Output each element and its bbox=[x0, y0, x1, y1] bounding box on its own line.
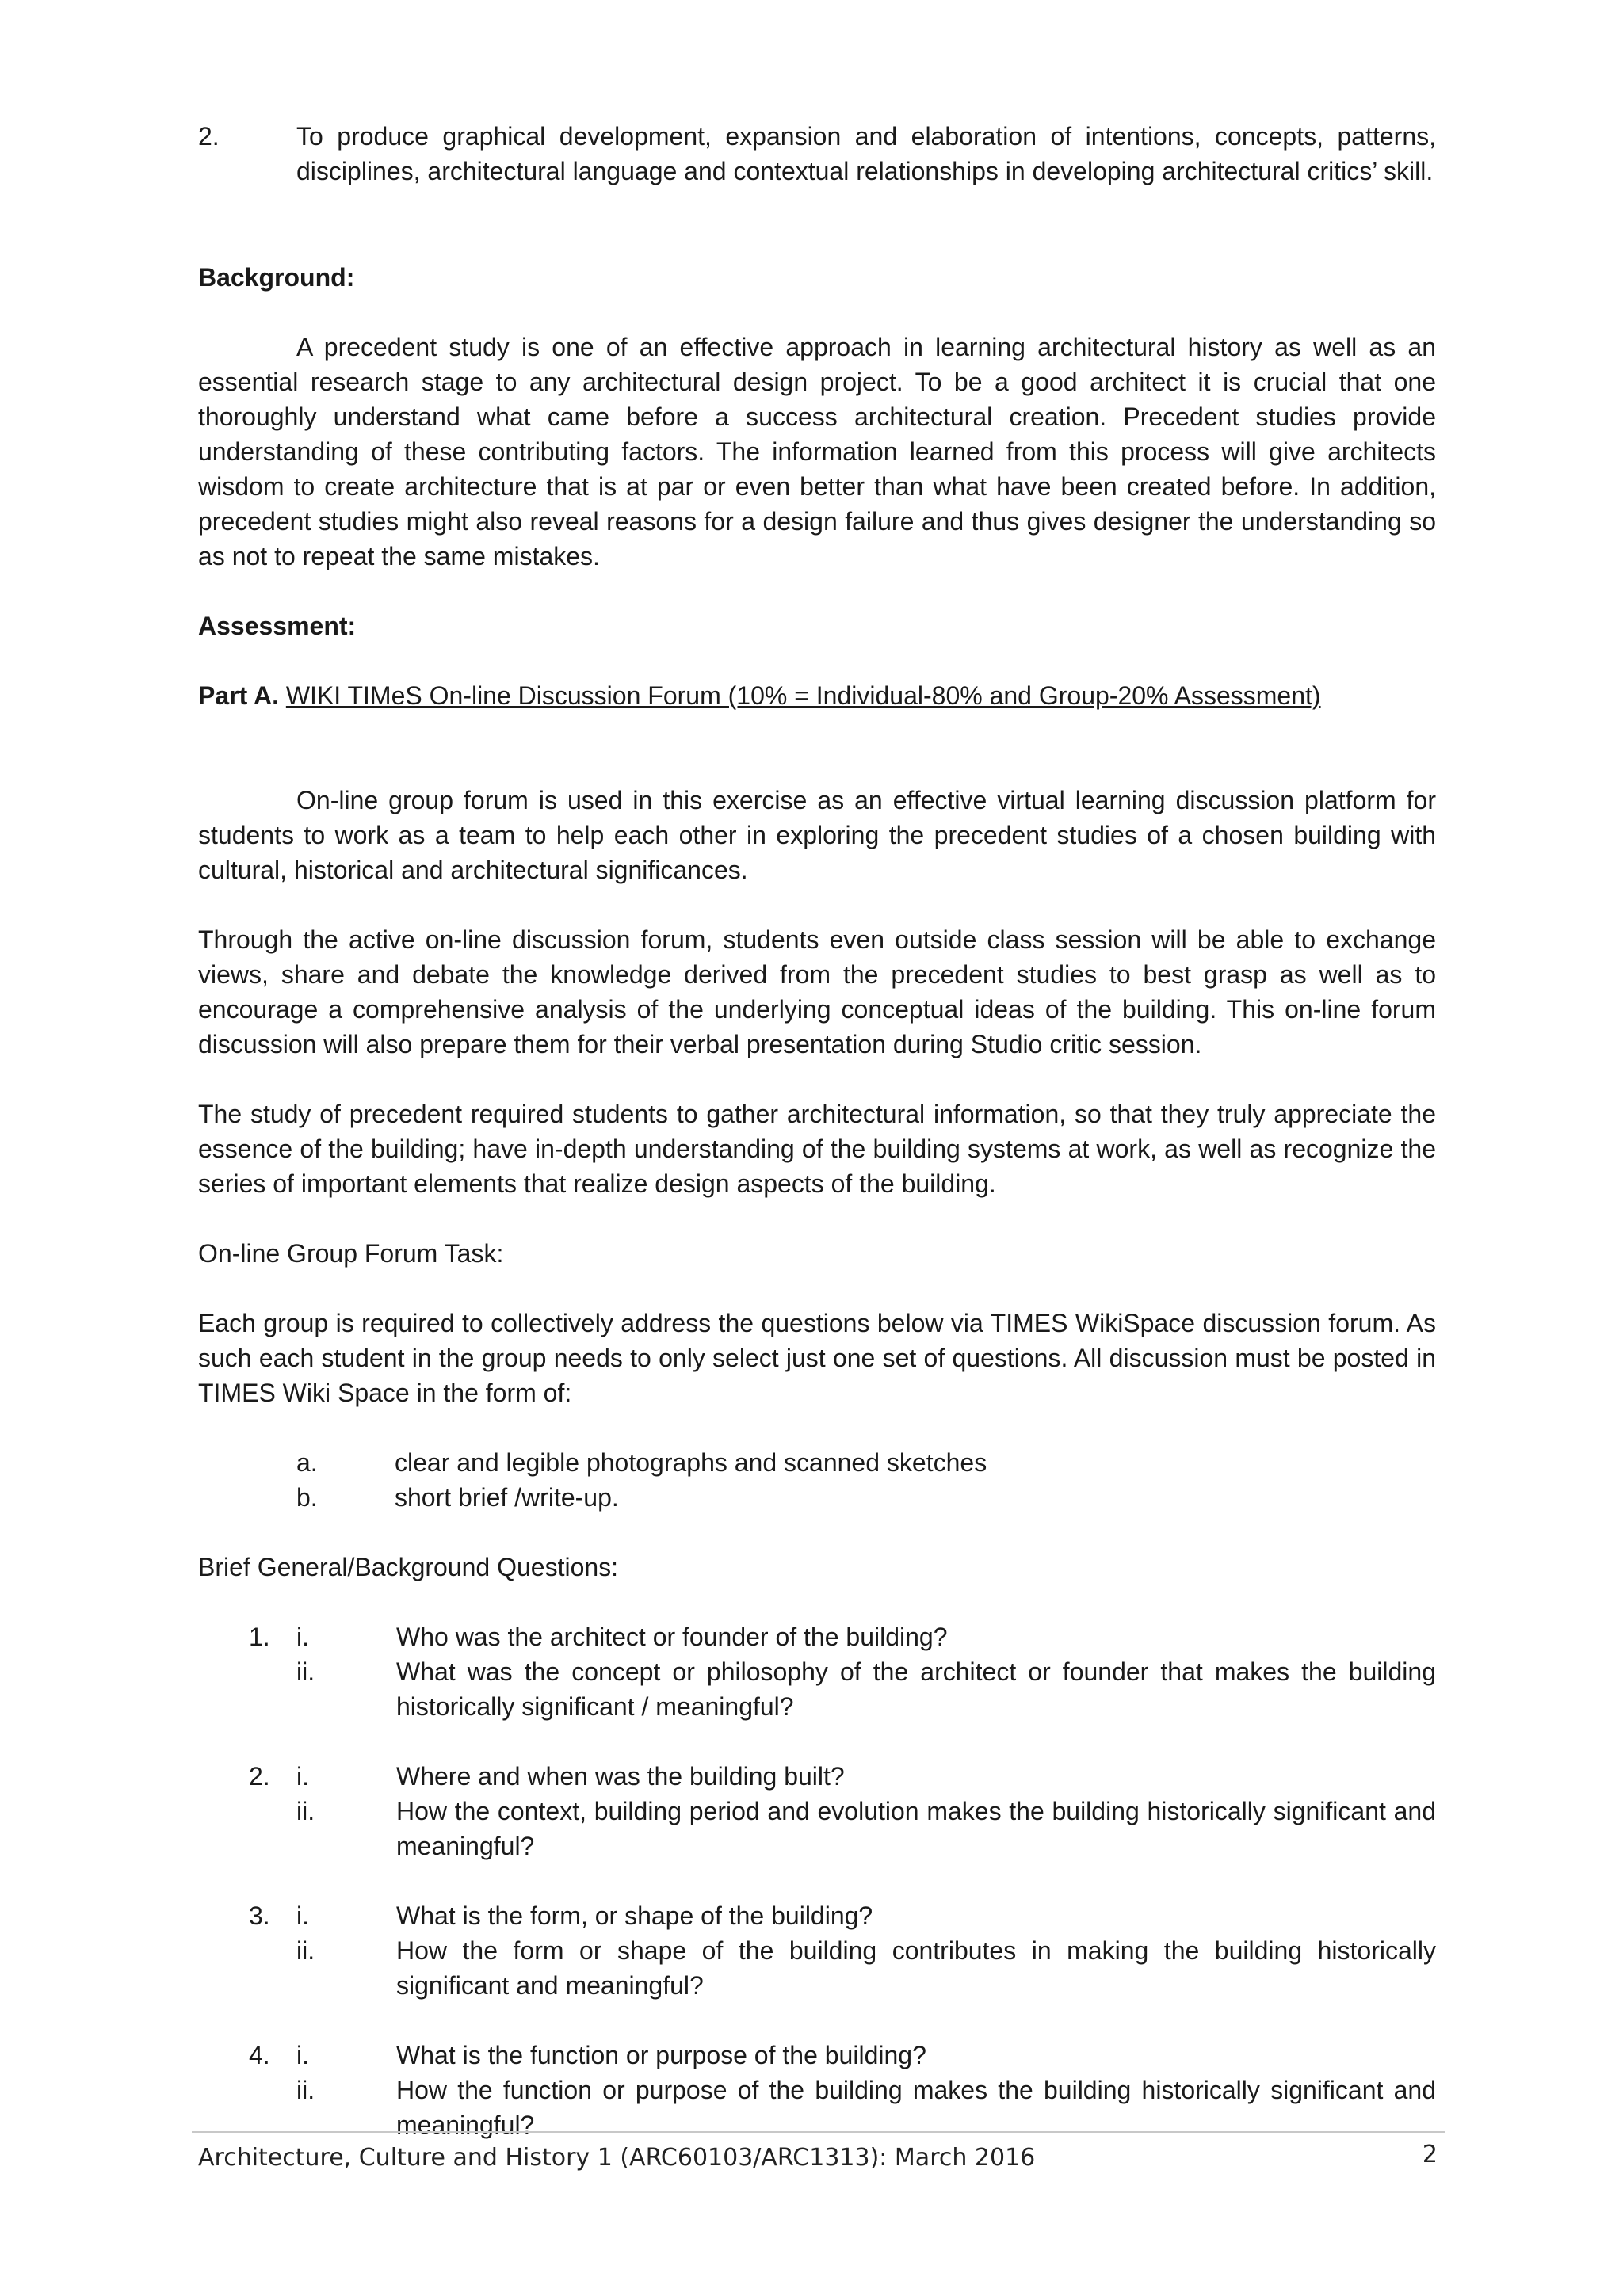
part-a-title-line bbox=[198, 678, 1436, 713]
question-text: What is the form, or shape of the building? bbox=[396, 1901, 873, 1930]
question-ii bbox=[198, 1933, 1436, 2003]
questions-label: Brief General/Background Questions: bbox=[198, 1553, 619, 1581]
question-ii bbox=[198, 1794, 1436, 1863]
roman-numeral: i. bbox=[296, 1901, 309, 1930]
objective-number: 2. bbox=[198, 122, 220, 151]
roman-numeral: i. bbox=[296, 2041, 309, 2069]
question-text: What was the concept or philosophy of the architect or founder that makes the building historically significant / meaningful? bbox=[396, 1657, 1436, 1721]
question-ii bbox=[198, 1654, 1436, 1724]
question-set-2 bbox=[198, 1759, 1436, 1863]
question-set-3 bbox=[198, 1898, 1436, 2003]
objective-text: To produce graphical development, expansion and elaboration of intentions, concepts, patterns, disciplines, architectural language and contextual relationships in developing architectural critics’ skill. bbox=[296, 122, 1436, 185]
question-text: Where and when was the building built? bbox=[396, 1762, 845, 1791]
question-i bbox=[198, 1619, 1436, 1654]
roman-numeral: i. bbox=[296, 1762, 309, 1791]
forum-paragraph-3: The study of precedent required students to gather architectural information, so that they truly appreciate the essence of the building; have in-depth understanding of the building systems at work, as well as recognize the series of important elements that realize design aspects of the building. bbox=[198, 1100, 1436, 1198]
question-i bbox=[198, 2038, 1436, 2073]
question-text: How the function or purpose of the building makes the building historically significant and meaningful? bbox=[396, 2076, 1436, 2139]
question-i bbox=[198, 1759, 1436, 1794]
posting-forms-list bbox=[296, 1445, 1436, 1515]
question-number: 3. bbox=[249, 1901, 270, 1930]
question-text: Who was the architect or founder of the building? bbox=[396, 1623, 948, 1651]
question-set-4 bbox=[198, 2038, 1436, 2142]
list-item-label: b. bbox=[296, 1483, 318, 1512]
roman-numeral: ii. bbox=[296, 1657, 315, 1686]
question-text: How the form or shape of the building contributes in making the building historically significant and meaningful? bbox=[396, 1936, 1436, 2000]
objective-item bbox=[198, 119, 1436, 189]
document-page bbox=[198, 119, 1436, 2142]
question-number: 2. bbox=[249, 1762, 270, 1791]
task-paragraph: Each group is required to collectively address the questions below via TIMES WikiSpace discussion forum. As such each student in the group needs to only select just one set of questions. All discussion must be posted in TIMES Wiki Space in the form of: bbox=[198, 1309, 1436, 1407]
question-text: How the context, building period and evolution makes the building historically significant and meaningful? bbox=[396, 1797, 1436, 1860]
question-number: 4. bbox=[249, 2041, 270, 2069]
roman-numeral: i. bbox=[296, 1623, 309, 1651]
roman-numeral: ii. bbox=[296, 1936, 315, 1965]
list-item-text: clear and legible photographs and scanned sketches bbox=[395, 1448, 987, 1477]
question-i bbox=[198, 1898, 1436, 1933]
list-item-label: a. bbox=[296, 1448, 318, 1477]
forum-paragraph-2: Through the active on-line discussion forum, students even outside class session will be able to exchange views, share and debate the knowledge derived from the precedent studies to best grasp as well as to encourage a comprehensive analysis of the underlying conceptual ideas of the building. This on-line forum discussion will also prepare them for their verbal presentation during Studio critic session. bbox=[198, 925, 1436, 1058]
footer-page-number: 2 bbox=[1422, 2141, 1438, 2168]
part-a-label: Part A. bbox=[198, 681, 279, 710]
background-paragraph: A precedent study is one of an effective approach in learning architectural history as well as an essential research stage to any architectural design project. To be a good architect it is crucial that one thoroughly understand what came before a success architectural creation. Precedent studies provide understanding of these contributing factors. The information learned from this process will give architects wisdom to create architecture that is at par or even better than what have been created before. In addition, precedent studies might also reveal reasons for a design failure and thus gives designer the understanding so as not to repeat the same mistakes. bbox=[198, 333, 1436, 570]
roman-numeral: ii. bbox=[296, 2076, 315, 2104]
task-label: On-line Group Forum Task: bbox=[198, 1239, 504, 1268]
question-text: What is the function or purpose of the building? bbox=[396, 2041, 926, 2069]
list-item-text: short brief /write-up. bbox=[395, 1483, 619, 1512]
page-footer bbox=[192, 2131, 1445, 2172]
forum-paragraph-1: On-line group forum is used in this exercise as an effective virtual learning discussion platform for students to work as a team to help each other in exploring the precedent studies of a chosen building with cultural, historical and architectural significances. bbox=[198, 786, 1436, 884]
question-number: 1. bbox=[249, 1623, 270, 1651]
footer-course-title: Architecture, Culture and History 1 (ARC60103/ARC1313): March 2016 bbox=[198, 2144, 1036, 2172]
list-item bbox=[296, 1480, 1436, 1515]
roman-numeral: ii. bbox=[296, 1797, 315, 1825]
background-heading: Background: bbox=[198, 263, 355, 292]
assessment-heading: Assessment: bbox=[198, 612, 357, 640]
list-item bbox=[296, 1445, 1436, 1480]
part-a-title: WIKI TIMeS On-line Discussion Forum (10% = Individual-80% and Group-20% Assessment) bbox=[285, 681, 1321, 710]
question-set-1 bbox=[198, 1619, 1436, 1724]
